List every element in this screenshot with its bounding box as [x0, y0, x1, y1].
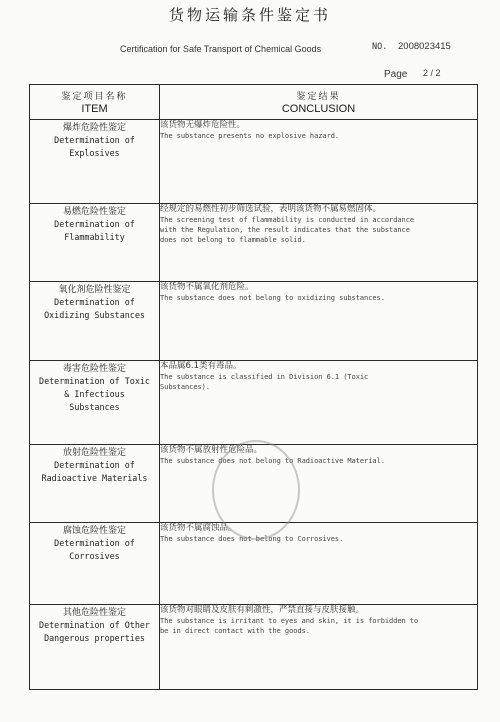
item-cell	[30, 361, 160, 445]
conclusion-text-cn: 该货物不属腐蚀品。	[160, 523, 237, 533]
item-name-en-line: Oxidizing Substances	[44, 310, 145, 320]
conclusion-text-cn: 该货物不属放射性危险品。	[160, 445, 263, 455]
item-name-cn: 其他危险性鉴定	[62, 608, 126, 618]
conclusion-column-header	[160, 85, 478, 120]
conclusion-text-cn: 该货物对眼睛及皮肤有刺激性，严禁直接与皮肤接触。	[160, 605, 365, 615]
table-row	[30, 523, 478, 605]
table-row	[30, 605, 478, 690]
item-name-en-line: Corrosives	[69, 551, 120, 561]
item-name-cn: 氧化剂危险性鉴定	[58, 285, 131, 295]
item-name-cn: 放射危险性鉴定	[62, 448, 126, 458]
item-cell	[30, 605, 160, 690]
item-name-en-line: Flammability	[64, 232, 125, 242]
document-title-cn: 货物运输条件鉴定书	[168, 6, 331, 24]
conclusion-text-cn: 该货物无爆炸危险性。	[160, 120, 246, 130]
table-body	[30, 120, 478, 690]
conclusion-text-cn: 该货物不属氧化剂危险。	[160, 282, 254, 292]
conclusion-text-cn: 本品属6.1类有毒品。	[160, 361, 242, 371]
item-name-en-line: Determination of	[54, 460, 135, 470]
conclusion-text-en-line: The substance does not belong to oxidizing substances.	[160, 294, 385, 302]
item-name-en-line: Determination of	[54, 297, 135, 307]
item-header-en: ITEM	[81, 103, 108, 115]
item-name-cn: 易燃危险性鉴定	[62, 207, 126, 217]
item-name-cn: 爆炸危险性鉴定	[62, 123, 126, 133]
item-name-en-line: Radioactive Materials	[41, 473, 148, 483]
conclusion-text-en-line: The substance is irritant to eyes and skin, it is forbidden to	[160, 617, 419, 625]
page-number: 2 / 2	[423, 68, 441, 78]
conclusion-header-cn: 鉴定结果	[296, 92, 341, 102]
conclusion-text-en-line: Substances).	[160, 383, 210, 391]
item-header-cn: 鉴定项目名称	[61, 92, 128, 102]
conclusion-text-en-line: with the Regulation, the result indicates that the substance	[160, 226, 410, 234]
item-name-en-line: Determination of Other	[39, 620, 150, 630]
item-name-en-line: & Infectious	[64, 389, 125, 399]
conclusion-cell	[160, 445, 478, 523]
conclusion-cell	[160, 523, 478, 605]
conclusion-cell	[160, 204, 478, 282]
conclusion-cell	[160, 120, 478, 204]
conclusion-text-en-line: The substance does not belong to Radioactive Material.	[160, 457, 385, 465]
table-row	[30, 282, 478, 361]
table-row	[30, 120, 478, 204]
item-name-en-line: Substances	[69, 402, 120, 412]
conclusion-text-en-line: The substance presents no explosive hazard.	[160, 132, 340, 140]
conclusion-text-en-line: be in direct contact with the goods.	[160, 627, 310, 635]
conclusion-text-en-line: does not belong to flammable solid.	[160, 236, 306, 244]
item-name-en-line: Dangerous properties	[44, 633, 145, 643]
item-name-en-line: Determination of	[54, 219, 135, 229]
item-column-header	[30, 85, 160, 120]
conclusion-cell	[160, 605, 478, 690]
table-header-row	[30, 85, 478, 120]
item-name-en-line: Determination of	[54, 135, 135, 145]
conclusion-text-en-line: The screening test of flammability is conducted in accordance	[160, 216, 415, 224]
item-cell	[30, 523, 160, 605]
conclusion-text-en-line: The substance is classified in Division 6.1 (Toxic	[160, 373, 369, 381]
document-title-en: Certification for Safe Transport of Chemical Goods	[120, 44, 322, 54]
item-cell	[30, 204, 160, 282]
conclusion-text-cn: 经规定的易燃性初步筛选试验，表明该货物不属易燃固体。	[160, 204, 382, 214]
item-name-en-line: Determination of	[54, 538, 135, 548]
item-name-cn: 毒害危险性鉴定	[62, 364, 126, 374]
table-row	[30, 445, 478, 523]
table-row	[30, 204, 478, 282]
certificate-number: 2008023415	[398, 41, 451, 52]
page-label: Page	[384, 69, 408, 80]
item-name-cn: 腐蚀危险性鉴定	[62, 526, 126, 536]
conclusion-header-en: CONCLUSION	[281, 103, 356, 115]
item-cell	[30, 445, 160, 523]
conclusion-cell	[160, 282, 478, 361]
item-name-en-line: Explosives	[69, 148, 120, 158]
certificate-number-label: NO.	[372, 42, 388, 52]
item-cell	[30, 120, 160, 204]
item-cell	[30, 282, 160, 361]
conclusion-cell	[160, 361, 478, 445]
certification-table	[29, 84, 478, 690]
conclusion-text-en-line: The substance does not belong to Corrosives.	[160, 535, 344, 543]
item-name-en-line: Determination of Toxic	[39, 376, 150, 386]
table-row	[30, 361, 478, 445]
